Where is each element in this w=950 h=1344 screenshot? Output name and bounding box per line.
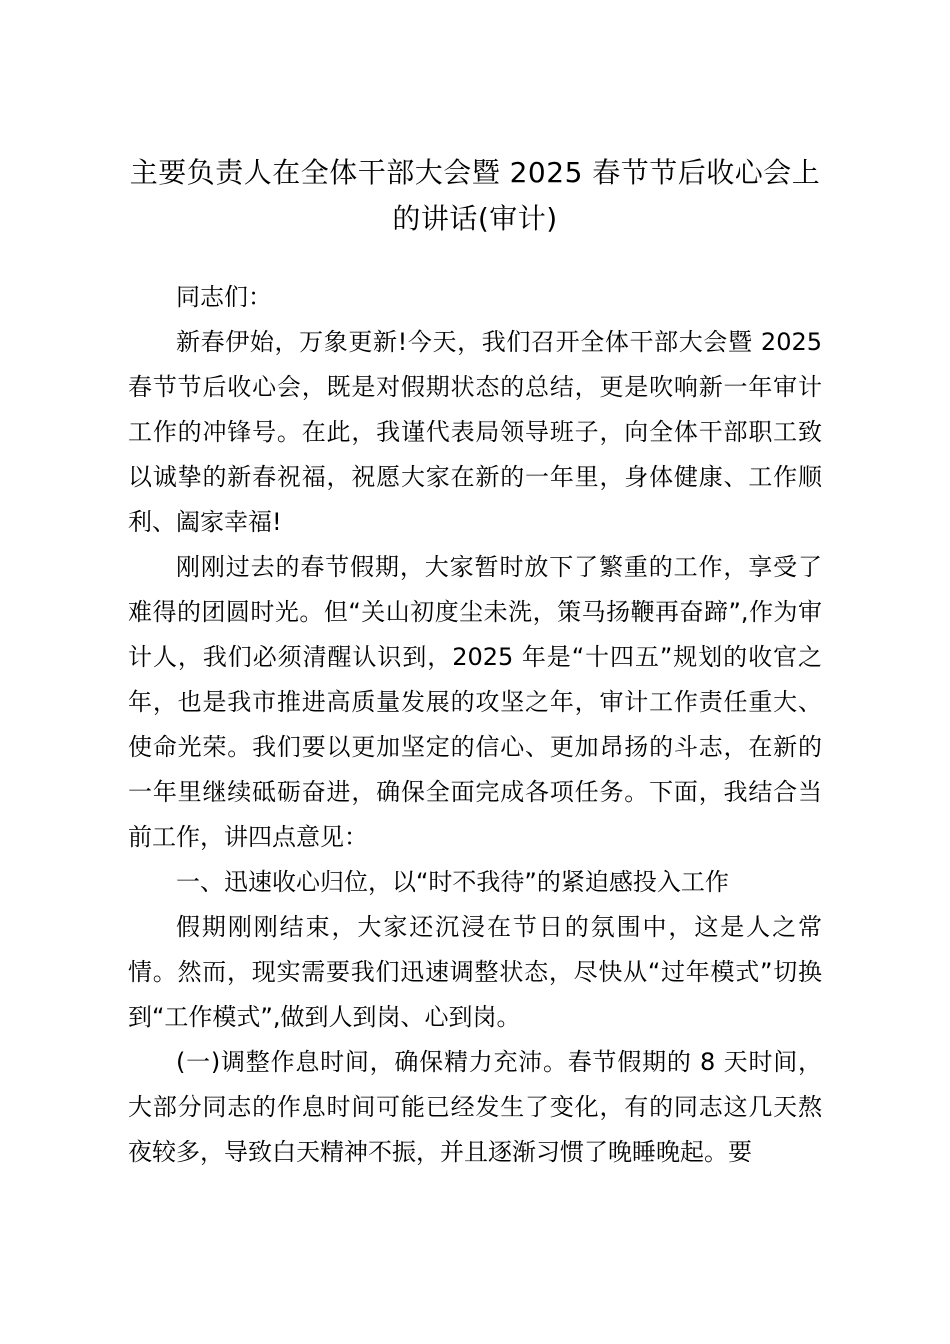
paragraph-opening: 新春伊始，万象更新!今天，我们召开全体干部大会暨 2025 春节节后收心会，既是对假期状态的总结，更是吹响新一年审计工作的冲锋号。在此，我谨代表局领导班子，向全体干部职工致以诚挚的新春祝福，祝愿大家在新的一年里，身体健康、工作顺利、阖家幸福! [128, 328, 822, 536]
document-body [128, 275, 822, 1175]
paragraph-context: 刚刚过去的春节假期，大家暂时放下了繁重的工作，享受了难得的团圆时光。但“关山初度尘未洗，策马扬鞭再奋蹄”,作为审计人，我们必须清醒认识到，2025 年是“十四五”规划的收官之年，也是我市推进高质量发展的攻坚之年，审计工作责任重大、使命光荣。我们要以更加坚定的信心、更加昂扬的斗志，在新的一年里继续砥砺奋进，确保全面完成各项任务。下面，我结合当前工作，讲四点意见： [128, 553, 822, 851]
title-line-1: 主要负责人在全体干部大会暨 2025 春节节后收心会上 [129, 156, 821, 189]
salutation: 同志们： [176, 283, 272, 311]
paragraph-subsection-1: (一)调整作息时间，确保精力充沛。春节假期的 8 天时间，大部分同志的作息时间可能已经发生了变化，有的同志这几天熬夜较多，导致白天精神不振，并且逐渐习惯了晚睡晚起。要 [128, 1048, 822, 1166]
title-line-2: 的讲话(审计) [392, 202, 558, 235]
section-heading-1: 一、迅速收心归位，以“时不我待”的紧迫感投入工作 [176, 868, 729, 896]
paragraph-section-1-intro: 假期刚刚结束，大家还沉浸在节日的氛围中，这是人之常情。然而，现实需要我们迅速调整状态，尽快从“过年模式”切换到“工作模式”,做到人到岗、心到岗。 [128, 913, 822, 1031]
document-title [120, 150, 830, 242]
